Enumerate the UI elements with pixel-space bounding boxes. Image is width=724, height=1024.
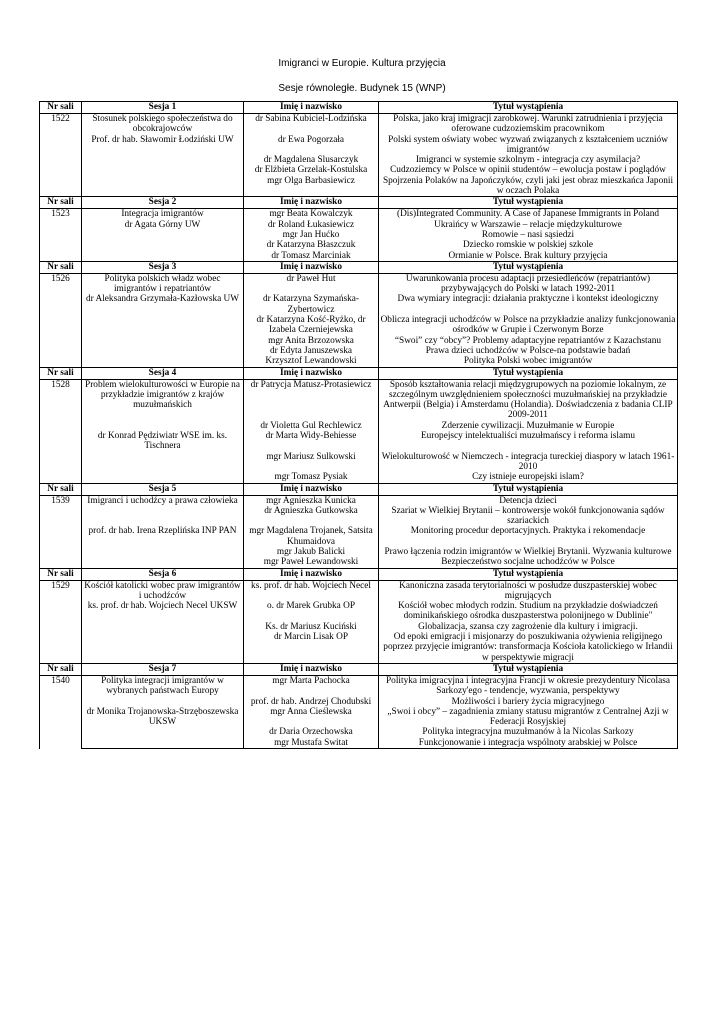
header-talk: Tytuł wystąpienia [379,367,678,379]
session-info-cell [82,452,244,473]
header-name: Imię i nazwisko [244,483,379,495]
table-row [40,526,678,547]
table-row [40,547,678,557]
document-title: Imigranci w Europie. Kultura przyjęcia [278,58,446,69]
session-info-cell: Polityka integracji imigrantów w wybranych państwach Europy [82,675,244,696]
table-row [40,506,678,527]
session-info-cell: Imigranci i uchodźcy a prawa człowieka [82,495,244,506]
room-number: 1539 [40,495,82,568]
speaker-name: mgr Tomasz Pysiak [244,472,379,483]
session-info-cell [82,155,244,165]
session-info-cell [82,251,244,262]
session-info-cell: Polityka polskich władz wobec imigrantów i repatriantów [82,273,244,294]
session-info-cell [82,632,244,663]
session-info-cell [82,356,244,367]
header-room: Nr sali [40,367,82,379]
table-row [40,251,678,262]
talk-title: Globalizacja, szansa czy zagrożenie dla kultury i imigracji. [379,622,678,632]
talk-title: Spojrzenia Polaków na Japończyków, czyli jaki jest obraz mieszkańca Japonii w oczach Polaka [379,176,678,197]
table-row [40,707,678,728]
table-row [40,273,678,294]
talk-title: Szariat w Wielkiej Brytanii – kontrowersje wokół funkcjonowania sądów szariackich [379,506,678,527]
speaker-name: Krzysztof Lewandowski [244,356,379,367]
session-info-cell [82,230,244,240]
session-header-row [40,663,678,675]
talk-title: Funkcjonowanie i integracja wspólnoty arabskiej w Polsce [379,738,678,749]
session-header-row [40,261,678,273]
header-talk: Tytuł wystąpienia [379,102,678,114]
talk-title: Zderzenie cywilizacji. Muzułmanie w Europie [379,421,678,431]
header-talk: Tytuł wystąpienia [379,197,678,209]
table-row [40,697,678,707]
header-session: Sesja 3 [82,261,244,273]
table-row [40,675,678,696]
talk-title: “Swoi” czy “obcy”? Problemy adaptacyjne repatriantów z Kazachstanu [379,336,678,346]
speaker-name: mgr Olga Barbasiewicz [244,176,379,197]
session-info-cell [82,165,244,175]
talk-title: Uwarunkowania procesu adaptacji przesiedleńców (repatriantów) przybywających do Polski w latach 1992-2011 [379,273,678,294]
table-row [40,379,678,421]
talk-title: Bezpieczeństwo socjalne uchodźców w Polsce [379,557,678,568]
header-room: Nr sali [40,102,82,114]
table-row [40,135,678,156]
speaker-name: dr Marcin Lisak OP [244,632,379,663]
header-name: Imię i nazwisko [244,102,379,114]
header-name: Imię i nazwisko [244,367,379,379]
document-subtitle: Sesje równoległe. Budynek 15 (WNP) [278,83,446,94]
header-session: Sesja 2 [82,197,244,209]
table-row [40,738,678,749]
speaker-name: dr Katarzyna Kość-Ryżko, dr Izabela Czerniejewska [244,315,379,336]
header-room: Nr sali [40,197,82,209]
talk-title: Detencja dzieci [379,495,678,506]
room-number: 1523 [40,209,82,261]
talk-title: Sposób kształtowania relacji międzygrupowych na poziomie lokalnym, ze szczególnym uwzględnieniem społeczności muzułmańskiej na przykładzie Antwerpii (Belgia) i Amsterdamu (Holandia). Doświadczenia z badania CLIP 2009-2011 [379,379,678,421]
talk-title: Prawa dzieci uchodźców w Polsce-na podstawie badań [379,346,678,356]
talk-title: Kanoniczna zasada terytorialności w posłudze duszpasterskiej wobec migrujących [379,580,678,601]
table-row [40,165,678,175]
talk-title: Polityka integracyjna muzułmanów à la Nicolas Sarkozy [379,727,678,737]
speaker-name: dr Katarzyna Błaszczuk [244,240,379,250]
table-row [40,315,678,336]
session-info-cell: prof. dr hab. Irena Rzeplińska INP PAN [82,526,244,547]
table-row [40,336,678,346]
session-info-cell [82,240,244,250]
speaker-name: dr Sabina Kubiciel-Lodzińska [244,114,379,135]
talk-title: Prawo łączenia rodzin imigrantów w Wielkiej Brytanii. Wyzwania kulturowe [379,547,678,557]
table-row [40,622,678,632]
speaker-name: dr Tomasz Marciniak [244,251,379,262]
speaker-name: mgr Magdalena Trojanek, Satsita Khumaidova [244,526,379,547]
speaker-name: dr Marta Widy-Behiesse [244,431,379,452]
table-row [40,431,678,452]
talk-title: Od epoki emigracji i misjonarzy do poszukiwania ożywienia religijnego poprzez przyjęcie imigrantów: transformacja Kościoła katolickiego w Irlandii w perspektywie migracji [379,632,678,663]
header-session: Sesja 4 [82,367,244,379]
table-row [40,421,678,431]
speaker-name: mgr Beata Kowalczyk [244,209,379,220]
header-room: Nr sali [40,483,82,495]
table-row [40,220,678,230]
speaker-name: Ks. dr Mariusz Kuciński [244,622,379,632]
session-info-cell [82,336,244,346]
session-info-cell [82,346,244,356]
speaker-name: prof. dr hab. Andrzej Chodubski [244,697,379,707]
table-row [40,114,678,135]
header-session: Sesja 7 [82,663,244,675]
talk-title: Monitoring procedur deportacyjnych. Praktyka i rekomendacje [379,526,678,547]
session-info-cell [82,472,244,483]
session-info-cell [82,697,244,707]
table-row [40,557,678,568]
table-row [40,601,678,622]
talk-title: Romowie – nasi sąsiedzi [379,230,678,240]
talk-title: Dwa wymiary integracji: działania praktyczne i kontekst ideologiczny [379,294,678,315]
talk-title: Europejscy intelektualiści muzułmańscy i reforma islamu [379,431,678,452]
header-session: Sesja 1 [82,102,244,114]
table-row [40,209,678,220]
talk-title: Ukraińcy w Warszawie – relacje międzykulturowe [379,220,678,230]
header-session: Sesja 5 [82,483,244,495]
header-room: Nr sali [40,568,82,580]
sessions-table [39,101,678,749]
talk-title: Ormianie w Polsce. Brak kultury przyjęcia [379,251,678,262]
table-row [40,727,678,737]
sessions-table-body [40,102,678,749]
session-info-cell [82,315,244,336]
talk-title: Oblicza integracji uchodźców w Polsce na przykładzie analizy funkcjonowania ośrodków w Grupie i Czerwonym Borze [379,315,678,336]
speaker-name: dr Edyta Januszewska [244,346,379,356]
session-info-cell [82,738,244,749]
header-session: Sesja 6 [82,568,244,580]
header-talk: Tytuł wystąpienia [379,663,678,675]
speaker-name: mgr Jan Hućko [244,230,379,240]
session-info-cell: Prof. dr hab. Sławomir Łodziński UW [82,135,244,156]
table-row [40,294,678,315]
speaker-name: mgr Mustafa Switat [244,738,379,749]
header-talk: Tytuł wystąpienia [379,483,678,495]
room-number: 1522 [40,114,82,197]
speaker-name: dr Magdalena Ślusarczyk [244,155,379,165]
table-row [40,356,678,367]
speaker-name: mgr Marta Pachocka [244,675,379,696]
table-row [40,632,678,663]
talk-title: Polska, jako kraj imigracji zarobkowej. Warunki zatrudnienia i przyjęcia oferowane cudzoziemskim pracownikom [379,114,678,135]
talk-title: Kościół wobec młodych rodzin. Studium na przykładzie doświadczeń dominikańskiego ośrodka duszpasterstwa polonijnego w Dublinie" [379,601,678,622]
table-row [40,346,678,356]
talk-title: Wielokulturowość w Niemczech - integracja tureckiej diaspory w latach 1961-2010 [379,452,678,473]
session-info-cell: ks. prof. dr hab. Wojciech Necel UKSW [82,601,244,622]
talk-title: Cudzoziemcy w Polsce w opinii studentów – ewolucja postaw i poglądów [379,165,678,175]
speaker-name: dr Elżbieta Grzelak-Kostulska [244,165,379,175]
speaker-name: dr Agnieszka Gutkowska [244,506,379,527]
session-info-cell: Integracja imigrantów [82,209,244,220]
talk-title: (Dis)Integrated Community. A Case of Japanese Immigrants in Poland [379,209,678,220]
session-info-cell: dr Aleksandra Grzymała-Kazłowska UW [82,294,244,315]
speaker-name: mgr Agnieszka Kunicka [244,495,379,506]
speaker-name: mgr Paweł Lewandowski [244,557,379,568]
header-name: Imię i nazwisko [244,197,379,209]
speaker-name: dr Violetta Gul Rechlewicz [244,421,379,431]
table-row [40,580,678,601]
speaker-name: dr Ewa Pogorzała [244,135,379,156]
speaker-name: mgr Mariusz Sulkowski [244,452,379,473]
session-info-cell: dr Konrad Pędziwiatr WSE im. ks. Tischnera [82,431,244,452]
talk-title: „Swoi i obcy” – zagadnienia zmiany statusu migrantów z Centralnej Azji w Federacji Rosyjskiej [379,707,678,728]
table-row [40,155,678,165]
speaker-name: dr Roland Łukasiewicz [244,220,379,230]
session-info-cell: Kościół katolicki wobec praw imigrantów i uchodźców [82,580,244,601]
table-row [40,472,678,483]
session-info-cell [82,557,244,568]
table-row [40,230,678,240]
speaker-name: mgr Anna Cieślewska [244,707,379,728]
room-number: 1529 [40,580,82,663]
session-info-cell [82,727,244,737]
table-row [40,495,678,506]
speaker-name: mgr Anita Brzozowska [244,336,379,346]
talk-title: Dziecko romskie w polskiej szkole [379,240,678,250]
talk-title: Polityka imigracyjna i integracyjna Francji w okresie prezydentury Nicolasa Sarkozy'ego - tendencje, wyzwania, perspektywy [379,675,678,696]
talk-title: Czy istnieje europejski islam? [379,472,678,483]
table-row [40,452,678,473]
session-info-cell: Stosunek polskiego społeczeństwa do obcokrajowców [82,114,244,135]
room-number: 1528 [40,379,82,483]
talk-title: Polski system oświaty wobec wyzwań związanych z kształceniem uczniów imigrantów [379,135,678,156]
header-talk: Tytuł wystąpienia [379,568,678,580]
table-row [40,240,678,250]
speaker-name: dr Paweł Hut [244,273,379,294]
header-name: Imię i nazwisko [244,261,379,273]
session-info-cell [82,421,244,431]
talk-title: Możliwości i bariery życia migracyjnego [379,697,678,707]
talk-title: Imigranci w systemie szkolnym - integracja czy asymilacja? [379,155,678,165]
speaker-name: dr Katarzyna Szymańska-Zybertowicz [244,294,379,315]
session-info-cell [82,506,244,527]
session-header-row [40,197,678,209]
header-name: Imię i nazwisko [244,663,379,675]
session-info-cell [82,622,244,632]
header-room: Nr sali [40,261,82,273]
speaker-name: dr Daria Orzechowska [244,727,379,737]
talk-title: Polityka Polski wobec imigrantów [379,356,678,367]
session-header-row [40,367,678,379]
header-room: Nr sali [40,663,82,675]
session-header-row [40,568,678,580]
header-name: Imię i nazwisko [244,568,379,580]
session-info-cell: dr Agata Górny UW [82,220,244,230]
header-talk: Tytuł wystąpienia [379,261,678,273]
speaker-name: o. dr Marek Grubka OP [244,601,379,622]
room-number: 1540 [40,675,82,748]
session-info-cell: dr Monika Trojanowska-Strzęboszewska UKSW [82,707,244,728]
session-header-row [40,102,678,114]
speaker-name: ks. prof. dr hab. Wojciech Necel [244,580,379,601]
speaker-name: dr Patrycja Matusz-Protasiewicz [244,379,379,421]
session-info-cell [82,547,244,557]
table-row [40,176,678,197]
speaker-name: mgr Jakub Balicki [244,547,379,557]
session-info-cell: Problem wielokulturowości w Europie na przykładzie imigrantów z krajów muzułmańskich [82,379,244,421]
room-number: 1526 [40,273,82,367]
session-header-row [40,483,678,495]
session-info-cell [82,176,244,197]
